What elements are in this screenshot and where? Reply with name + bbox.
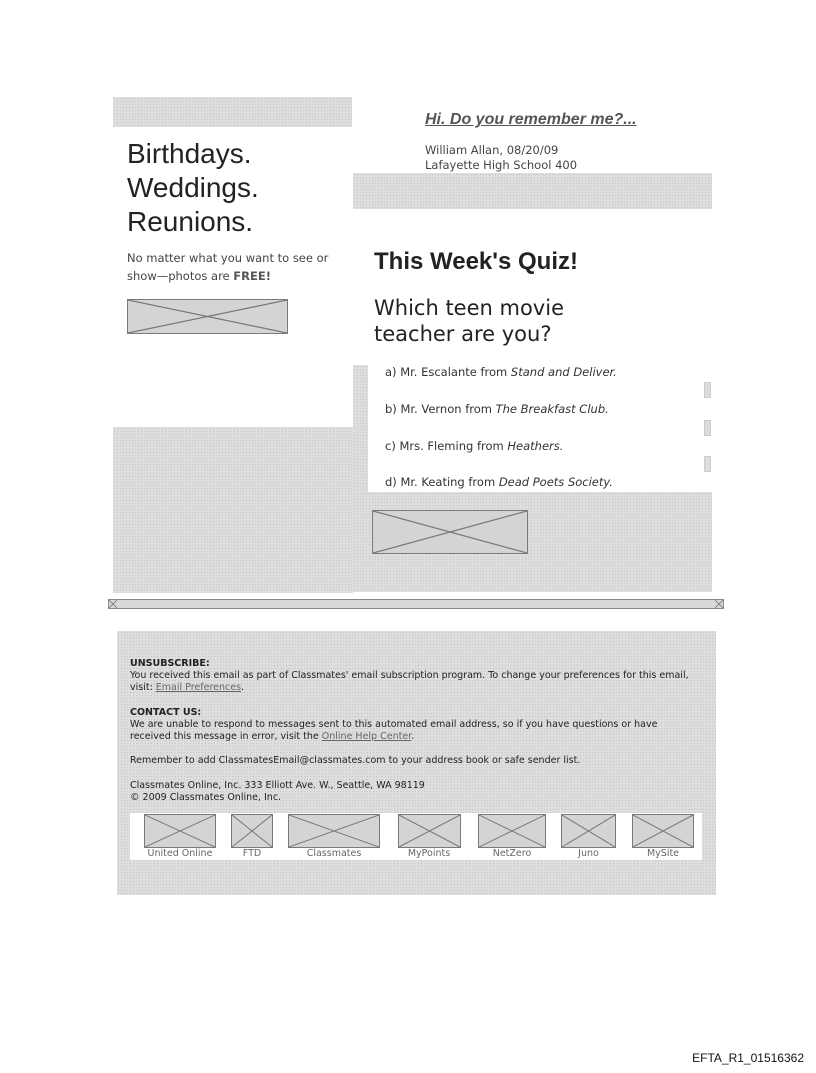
- contact-section: CONTACT US: We are unable to respond to messages sent to this automated email address, so if you have questions or have received this message in error, visit the Online Help Center.: [130, 707, 658, 742]
- quiz-question-line-1: Which teen movie: [374, 296, 564, 320]
- safe-sender-note: Remember to add ClassmatesEmail@classmates.com to your address book or safe sender list.: [130, 755, 581, 766]
- hero-line-1: Birthdays.: [127, 138, 252, 169]
- logo-label-netzero[interactable]: NetZero: [492, 848, 532, 859]
- photos-image-button[interactable]: [127, 299, 288, 334]
- quiz-title: This Week's Quiz!: [374, 248, 578, 275]
- quiz-option-c[interactable]: [385, 439, 563, 453]
- hero-subtext-body: No matter what you want to see or show—photos are: [127, 251, 329, 283]
- quiz-option-b[interactable]: [385, 402, 609, 416]
- logo-netzero[interactable]: [478, 814, 546, 848]
- greeting-school: Lafayette High School 400: [425, 158, 578, 172]
- quiz-option-d[interactable]: [385, 475, 613, 489]
- quiz-option-a-text: a) Mr. Escalante from: [385, 365, 511, 379]
- footer: [117, 631, 716, 895]
- logo-united-online[interactable]: [144, 814, 216, 848]
- quiz-option-d-title: Dead Poets Society.: [498, 475, 613, 489]
- logo-label-united-online[interactable]: United Online: [147, 848, 213, 859]
- divider-image-bar: [108, 599, 724, 609]
- hero-headline: [127, 137, 347, 239]
- greeting-link[interactable]: Hi. Do you remember me?...: [425, 111, 637, 128]
- broken-image-icon: [109, 600, 117, 608]
- document-id: EFTA_R1_01516362: [692, 1051, 804, 1065]
- header-left-placeholder: [113, 97, 352, 127]
- scrollbar-segment: [704, 456, 711, 472]
- quiz-take-button-image[interactable]: [372, 510, 528, 554]
- scrollbar-segment: [704, 382, 711, 398]
- quiz-option-a[interactable]: [385, 365, 617, 379]
- hero-line-2: Weddings.: [127, 172, 259, 203]
- quiz-question: [374, 295, 674, 347]
- contact-text: We are unable to respond to messages sent to this automated email address, so if you have questions or have received this message in error, visit the: [130, 719, 658, 742]
- logo-label-ftd[interactable]: FTD: [242, 848, 262, 859]
- hero-subtext: [127, 249, 347, 285]
- logo-juno[interactable]: [561, 814, 616, 848]
- company-address: Classmates Online, Inc. 333 Elliott Ave. W., Seattle, WA 98119: [130, 780, 425, 791]
- broken-image-icon: [715, 600, 723, 608]
- logo-label-mypoints[interactable]: MyPoints: [407, 848, 451, 859]
- quiz-option-d-text: d) Mr. Keating from: [385, 475, 499, 489]
- unsubscribe-text: You received this email as part of Classmates' email subscription program. To change your preferences for this email, visit:: [130, 670, 689, 693]
- scrollbar-segment: [704, 420, 711, 436]
- quiz-option-b-title: The Breakfast Club.: [495, 402, 609, 416]
- online-help-center-link[interactable]: Online Help Center: [321, 731, 412, 742]
- greeting-meta: [425, 143, 577, 173]
- logo-label-juno[interactable]: Juno: [578, 848, 599, 859]
- contact-heading: CONTACT US:: [130, 707, 202, 718]
- quiz-option-b-text: b) Mr. Vernon from: [385, 402, 496, 416]
- quiz-option-c-title: Heathers.: [507, 439, 564, 453]
- greeting-name-date: William Allan, 08/20/09: [425, 143, 559, 157]
- unsubscribe-heading: UNSUBSCRIBE:: [130, 658, 210, 669]
- quiz-option-c-text: c) Mrs. Fleming from: [385, 439, 508, 453]
- quiz-left-edge: [353, 365, 368, 493]
- email-preferences-link[interactable]: Email Preferences: [155, 682, 242, 693]
- partner-logo-strip: [130, 813, 702, 860]
- greeting-bottom-placeholder: [353, 173, 712, 209]
- copyright: © 2009 Classmates Online, Inc.: [130, 792, 282, 803]
- logo-label-mysite[interactable]: MySite: [646, 848, 680, 859]
- logo-mypoints[interactable]: [398, 814, 461, 848]
- hero-subtext-free: FREE!: [233, 269, 271, 283]
- unsubscribe-section: UNSUBSCRIBE: You received this email as part of Classmates' email subscription program. To change your preferences for this email, visit: Email Preferences.: [130, 658, 689, 693]
- hero-line-3: Reunions.: [127, 206, 254, 237]
- logo-label-classmates[interactable]: Classmates: [306, 848, 362, 859]
- quiz-option-a-title: Stand and Deliver.: [510, 365, 617, 379]
- left-lower-placeholder: [113, 427, 353, 593]
- quiz-question-line-2: teacher are you?: [374, 322, 552, 346]
- logo-classmates[interactable]: [288, 814, 380, 848]
- logo-ftd[interactable]: [231, 814, 273, 848]
- logo-mysite[interactable]: [632, 814, 694, 848]
